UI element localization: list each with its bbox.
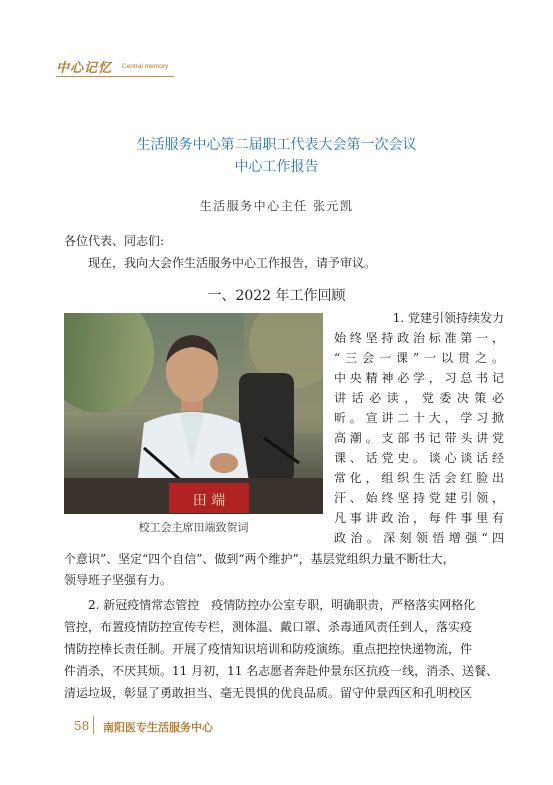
text-line: 管控，布置疫情防控宣传专栏，测体温、戴口罩、杀毒通风责任到人，落实疫 [64,620,473,634]
section-heading: 一、2022 年工作回顾 [207,288,346,304]
text-line: 汗、始终坚持党建引领， [334,491,504,505]
page-number: 58 [74,719,90,733]
header-subtitle: Central memory [122,63,169,70]
point1-wrapped-text [334,308,504,548]
intro-paragraph: 现在，我向大会作生活服务中心工作报告，请予审议。 [88,256,377,270]
text-line: 凡事讲政治，每件事里有 [334,511,504,525]
text-line: 课、话党史。谈心谈话经 [334,451,504,465]
text-line: 情防控棒长责任制。开展了疫情知识培训和防疫演练。重点把控快递物流，件 [64,642,473,656]
report-title-line1: 生活服务中心第二届职工代表大会第一次会议 [136,137,417,153]
salutation: 各位代表、同志们: [64,234,165,248]
text-line: 中央精神必学，习总书记 [334,371,504,385]
text-line: 高潮。支部书记带头讲党 [334,431,504,445]
footer-divider [93,716,94,734]
text-line: 政治。深刻领悟增强“四 [334,531,504,545]
text-line: 个意识”、坚定“四个自信”、做到“两个维护”，基层党组织力量不断壮大， [64,552,455,566]
text-line: 讲话必读，党委决策必 [334,391,504,405]
text-line: 1. 党建引领持续发力 [392,311,504,325]
text-line: 常化，组织生活会红脸出 [334,471,504,485]
report-author: 生活服务中心主任 张元凯 [199,199,354,213]
photo-caption: 校工会主席田端致贺词 [138,521,249,534]
header-rule [56,76,174,77]
speaker-photo [64,313,323,514]
header-logo: 中心记忆 [56,61,113,76]
text-line: “三会一课”一以贯之。 [334,351,504,365]
text-line: 件消杀，不厌其烦。11 月初，11 名志愿者奔赴仲景东区抗疫一线，消杀、送餐、 [64,664,499,678]
text-line: 清运垃圾，彰显了勇敢担当、毫无畏惧的优良品质。留守仲景西区和孔明校区 [64,686,473,700]
text-line: 昕。宣讲二十大，学习掀 [334,411,504,425]
report-title-line2: 中心工作报告 [234,159,319,175]
footer-org-name: 南阳医专生活服务中心 [103,721,213,734]
text-line: 领导班子坚强有力。 [64,573,173,587]
speaker-photo-illustration [64,313,323,514]
text-line: 2. 新冠疫情常态管控 疫情防控办公室专职，明确职责，严格落实网格化 [88,598,476,612]
nameplate-text: 田 端 [192,493,226,509]
text-line: 始终坚持政治标准第一， [334,331,504,345]
